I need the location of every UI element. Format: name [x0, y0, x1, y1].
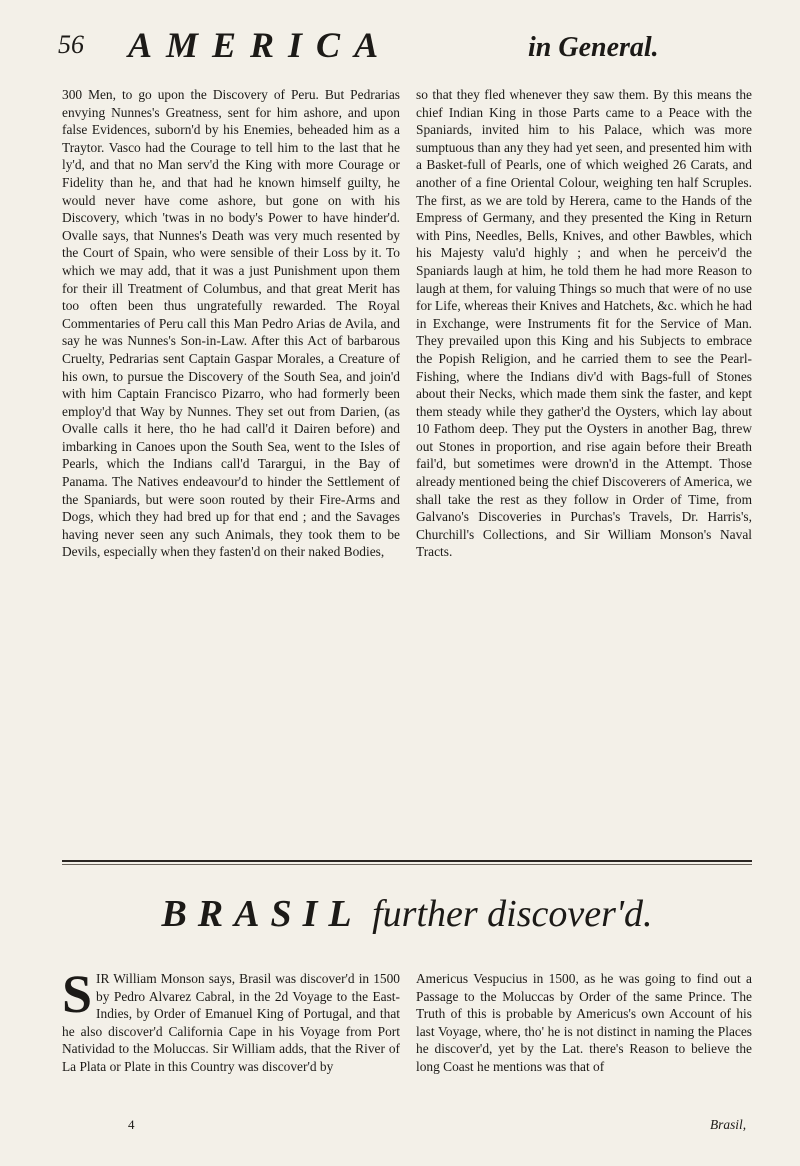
right-column-text: so that they fled whenever they saw them. By this means the chief Indian King in those Parts came to a Peace with the Spaniards, invited him to his Palace, which was more sumptuous than any they had yet seen, and presented him with a Basket-full of Pearls, one of which weighed 26 Carats, and another of a fine Oriental Colour, weighing ten half Scruples. The first, as we are told by Herera, came to the Hands of the Empress of Germany, and they presented the King in Return with Pins, Needles, Bells, Knives, and other Bawbles, which his Majesty valu'd highly ; and when he perceiv'd the Spaniards laugh at him, he told them he had more Reason to laugh at them, for valuing Things so much that were of no use for Life, whereas their Knives and Hatchets, &c. which he had in Exchange, were Instruments fit for the Service of Man. They prevailed upon this King and his Subjects to embrace the Popish Religion, and he carried them to see the Pearl-Fishing, where the Indians div'd with Bags-full of Stones about their Necks, which made them sink the faster, and kept them steady while they gather'd the Oysters, which lay about 10 Fathom deep. They put the Oysters in another Bag, threw out Stones in proportion, and rise again before their Breath fail'd, but sometimes were drown'd in the Attempt. Those already mentioned being the chief Discoverers of America, we shall take the rest as they follow in Order of Time, from Galvano's Discoveries in Purchas's Travels, Dr. Harris's, Churchill's Collections, and Sir William Monson's Naval Tracts.	[416, 87, 752, 560]
section-heading	[62, 892, 752, 936]
running-subtitle: in General.	[528, 32, 659, 63]
running-head	[58, 22, 758, 66]
section-rule	[62, 860, 752, 862]
running-title: AMERICA	[128, 25, 393, 65]
page-number: 56	[58, 30, 84, 59]
signature-mark: 4	[128, 1117, 135, 1132]
left-column	[62, 86, 400, 561]
section-left-column	[62, 964, 400, 1076]
section-left-text: IR William Monson says, Brasil was discover'd in 1500 by Pedro Alvarez Cabral, in the 2d Voyage to the East-Indies, by Order of Emanuel King of Portugal, and that he also discover'd California Cape in his Voyage from Port Natividad to the Moluccas. Sir William adds, that the River of La Plata or Plate in this Country was discover'd by	[62, 971, 400, 1074]
section-right-text: Americus Vespucius in 1500, as he was going to find out a Passage to the Moluccas by Order of the same Prince. The Truth of this is probable by Americus's own Account of his last Voyage, where, tho' he is not distinct in naming the Places he discover'd, yet by the Lat. there's Reason to believe the long Coast he mentions was that of	[416, 971, 752, 1074]
right-column	[416, 86, 752, 561]
left-column-text: 300 Men, to go upon the Discovery of Peru. But Pedrarias envying Nunnes's Greatness, sent for him ashore, and upon false Evidences, suborn'd by his Enemies, beheaded him as a Traytor. Vasco had the Courage to tell him to the last that he ly'd, and that no Man serv'd the King with more Courage or Fidelity than he, and that had he known himself guilty, he would never have come ashore, but gone on with his Discovery, which 'twas in no body's Power to have hinder'd. Ovalle says, that Nunnes's Death was very much resented by the Court of Spain, who were sensible of their Loss by it. To which we may add, that it was a just Punishment upon them for their ill Treatment of Columbus, and that great Merit has too often been thus ungratefully rewarded. The Royal Commentaries of Peru call this Man Pedro Arias de Avila, and say he was Nunnes's Son-in-Law. After this Act of barbarous Cruelty, Pedrarias sent Captain Gaspar Morales, a Creature of his own, to pursue the Discovery of the South Sea, and join'd with him Captain Francisco Pizarro, who had formerly been employ'd that Way by Nunnes. They set out from Darien, (as Ovalle calls it here, tho he had call'd it Dairen before) and imbarking in Canoes upon the South Sea, went to the Isles of Pearls, which the Indians call'd Tarargui, in the Bay of Panama. The Natives endeavour'd to hinder the Settlement of the Spaniards, but were soon routed by their Fire-Arms and Dogs, which they had bred up for that end ; and the Savages having never seen any such Animals, they took them to be Devils, especially when they fasten'd on their naked Bodies,	[62, 87, 400, 560]
section-heading-rest: further discover'd.	[372, 893, 653, 935]
catchword: Brasil,	[710, 1117, 747, 1132]
section-heading-caps: BRASIL	[161, 893, 363, 935]
section-rule-thin	[62, 864, 752, 865]
section-right-column	[416, 970, 752, 1076]
drop-cap: S	[62, 964, 93, 1024]
